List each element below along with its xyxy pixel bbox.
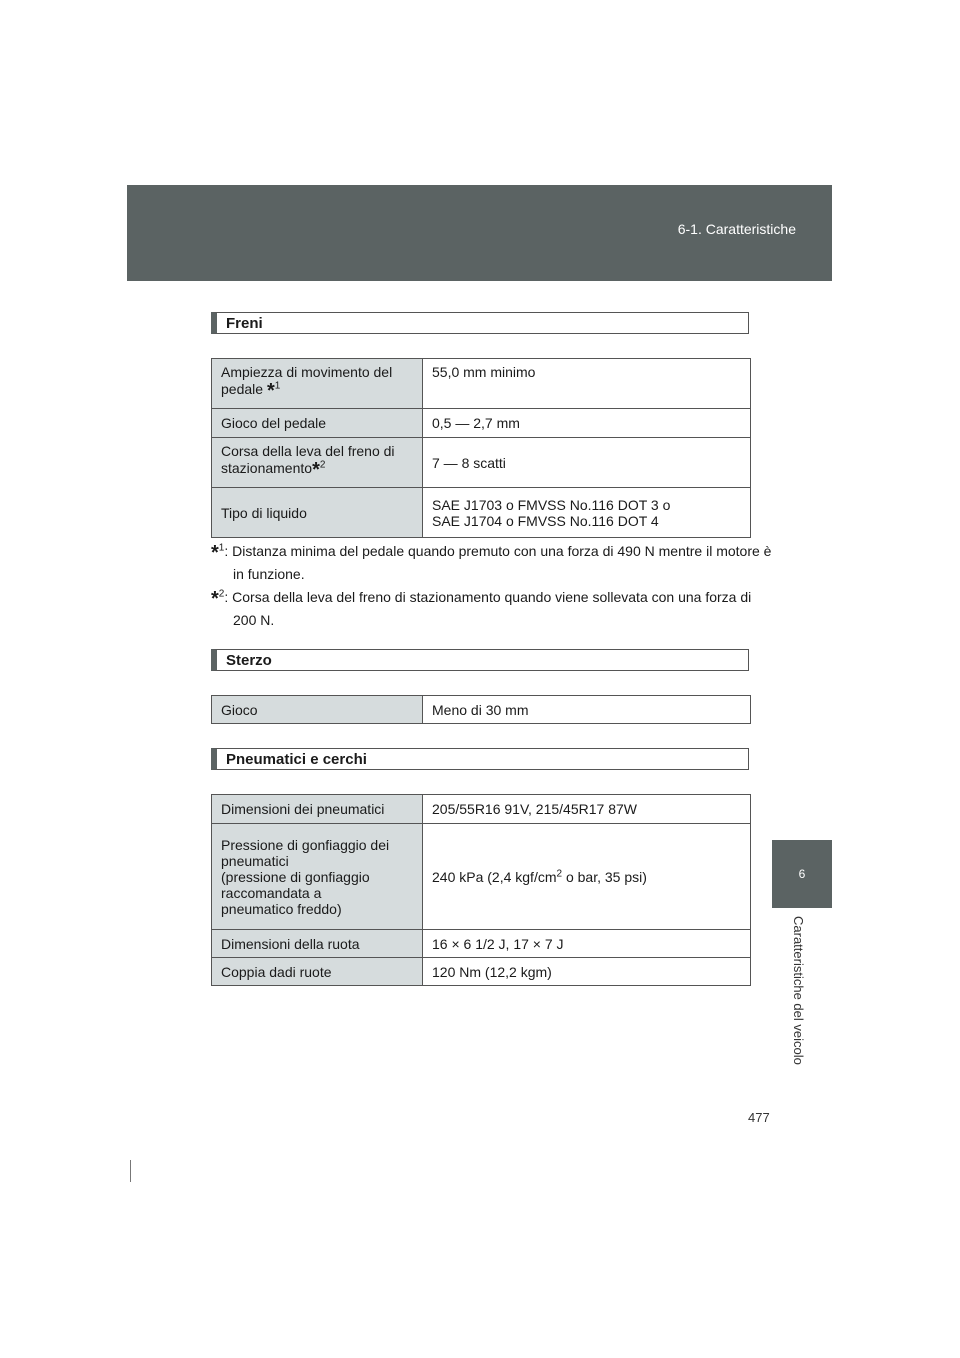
chapter-side-label: Caratteristiche del veicolo <box>791 916 806 1065</box>
page-number: 477 <box>748 1110 770 1125</box>
table-row <box>212 958 751 986</box>
row-value: 240 kPa (2,4 kgf/$cm^2$ o bar, 35 psi) <box>423 824 751 930</box>
table-row <box>212 438 751 488</box>
row-label: Gioco del pedale <box>212 409 423 438</box>
table-freni <box>211 358 751 538</box>
table-row <box>212 488 751 538</box>
crop-mark <box>130 1160 131 1182</box>
table-row <box>212 359 751 409</box>
row-value: 205/55R16 91V, 215/45R17 87W <box>423 795 751 824</box>
row-label: Dimensioni della ruota <box>212 930 423 958</box>
table-row <box>212 409 751 438</box>
footnote-2: *$^2$: Corsa della leva del freno di stazionamento quando viene sollevata con una forza di 200 N. <box>211 588 752 628</box>
row-label: Dimensioni dei pneumatici <box>212 795 423 824</box>
row-value: SAE J1703 o FMVSS No.116 DOT 3 o SAE J1704 o FMVSS No.116 DOT 4 <box>423 488 751 538</box>
row-value: 7 — 8 scatti <box>423 438 751 488</box>
row-value: 0,5 — 2,7 mm <box>423 409 751 438</box>
row-label: Ampiezza di movimento del pedale *$^1$ <box>212 359 423 409</box>
table-row <box>212 795 751 824</box>
row-value: 55,0 mm minimo <box>423 359 751 409</box>
row-label: Tipo di liquido <box>212 488 423 538</box>
row-label: Corsa della leva del freno di stazionamento*$^2$ <box>212 438 423 488</box>
row-label: Pressione di gonfiaggio dei pneumatici (pressione di gonfiaggio raccomandata a pneumatico freddo) <box>212 824 423 930</box>
section-title: 6-1. Caratteristiche <box>677 221 796 237</box>
heading-freni: Freni <box>211 312 749 334</box>
heading-pneumatici: Pneumatici e cerchi <box>211 748 749 770</box>
row-value: 120 Nm (12,2 kgm) <box>423 958 751 986</box>
heading-sterzo: Sterzo <box>211 649 749 671</box>
table-pneumatici <box>211 794 751 986</box>
footnote-1: *$^1$: Distanza minima del pedale quando premuto con una forza di 490 N mentre il motore è in funzione. <box>211 542 772 582</box>
row-value: 16 × 6 1/2 J, 17 × 7 J <box>423 930 751 958</box>
row-value: Meno di 30 mm <box>423 696 751 724</box>
table-row <box>212 696 751 724</box>
table-row <box>212 930 751 958</box>
row-label: Gioco <box>212 696 423 724</box>
table-row <box>212 824 751 930</box>
table-sterzo <box>211 695 751 724</box>
row-label: Coppia dadi ruote <box>212 958 423 986</box>
chapter-tab: 6 <box>772 840 832 908</box>
chapter-header-band <box>127 185 832 281</box>
